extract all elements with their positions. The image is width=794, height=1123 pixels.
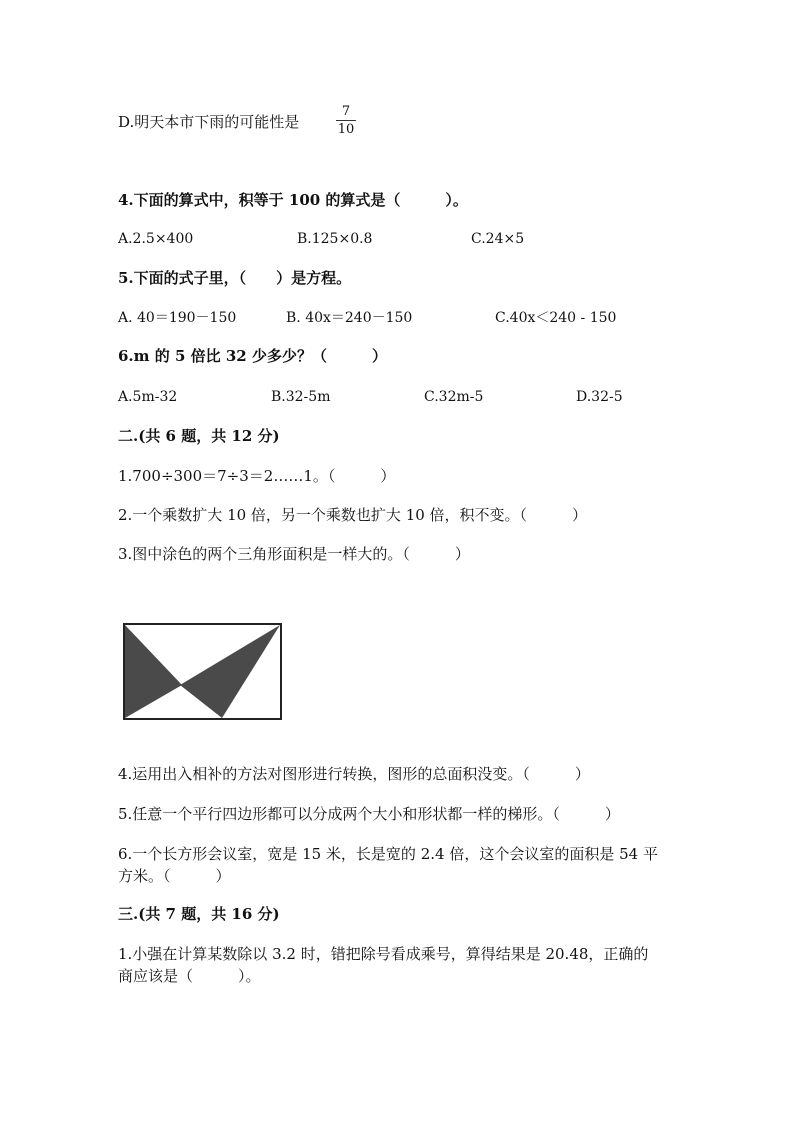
section-two-item-2: 2.一个乘数扩大 10 倍，另一个乘数也扩大 10 倍，积不变。（ ）	[118, 506, 588, 524]
question-5-option-a: A. 40＝190－150	[118, 310, 237, 326]
question-4-option-a: A.2.5×400	[118, 231, 194, 247]
question-6-option-a: A.5m-32	[118, 389, 178, 405]
section-two-item-4: 4.运用出入相补的方法对图形进行转换，图形的总面积没变。（ ）	[118, 765, 590, 783]
question-5-option-c: C.40x＜240 - 150	[495, 310, 617, 326]
section-three-heading: 三.(共 7 题，共 16 分)	[118, 905, 280, 923]
section-three-item-1: 1.小强在计算某数除以 3.2 时，错把除号看成乘号，算得结果是 20.48，正确的商应该是（ ）。	[118, 945, 649, 985]
section-two-heading: 二.(共 6 题，共 12 分)	[118, 427, 280, 445]
option-d-text: D.明天本市下雨的可能性是	[118, 113, 300, 131]
option-d	[118, 112, 299, 132]
fraction-seven-tenths	[336, 104, 356, 137]
fraction-numerator: 7	[341, 104, 351, 119]
question-6-stem: 6.m 的 5 倍比 32 少多少？（ ）	[118, 347, 387, 365]
fraction-denominator: 10	[337, 122, 355, 137]
question-5-option-b: B. 40x＝240－150	[286, 310, 413, 326]
section-two-item-6: 6.一个长方形会议室，宽是 15 米，长是宽的 2.4 倍，这个会议室的面积是 54 平方米。（ ）	[118, 845, 658, 885]
question-5-stem: 5.下面的式子里，（ ）是方程。	[118, 269, 352, 287]
fraction-bar	[336, 120, 356, 121]
section-two-item-1: 1.700÷300＝7÷3＝2……1。（ ）	[118, 467, 396, 485]
question-4-option-c: C.24×5	[471, 231, 525, 247]
section-two-item-3: 3.图中涂色的两个三角形面积是一样大的。（ ）	[118, 545, 470, 563]
shaded-triangles-figure	[122, 622, 284, 722]
question-6-option-d: D.32-5	[576, 389, 623, 405]
section-two-item-5: 5.任意一个平行四边形都可以分成两个大小和形状都一样的梯形。（ ）	[118, 805, 620, 823]
question-4-stem: 4.下面的算式中，积等于 100 的算式是（ ）。	[118, 191, 468, 209]
question-4-option-b: B.125×0.8	[297, 231, 373, 247]
question-6-option-c: C.32m-5	[424, 389, 484, 405]
question-6-option-b: B.32-5m	[271, 389, 331, 405]
